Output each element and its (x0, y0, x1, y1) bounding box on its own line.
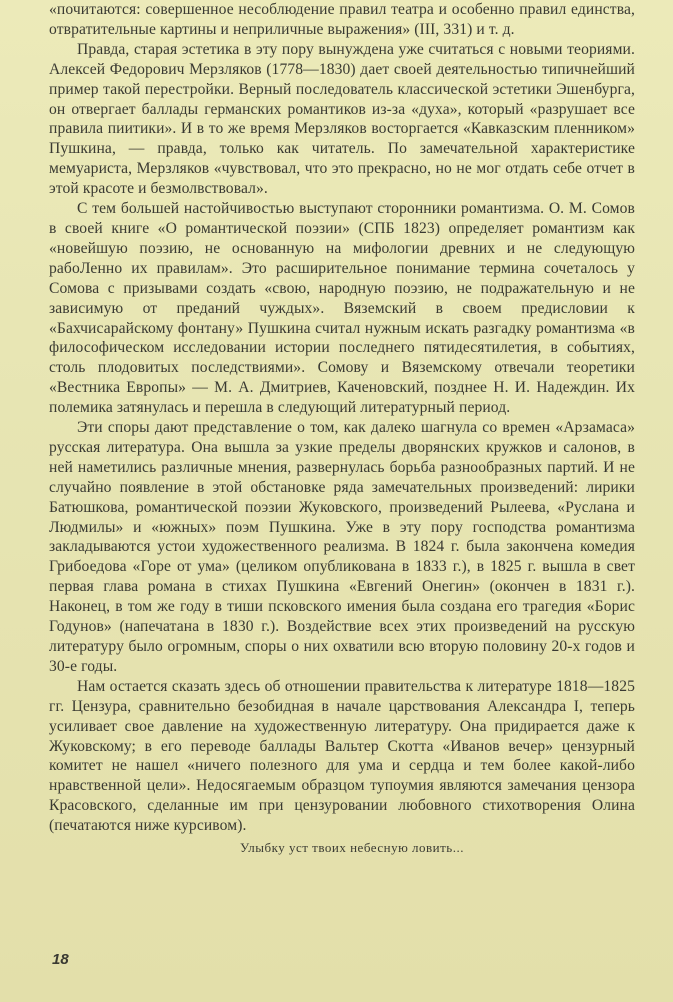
paragraph-romanticism: С тем большей настойчивостью выступают сторонники романтизма. О. М. Сомов в своей книге «О романтической поэзии» (СПБ 1823) определяет романтизм как «новейшую поэзию, не основанную на мифологии древних и не следующую рабоЛенно их правилам». Это расширительное понимание термина сочеталось у Сомова с призывами создать «свою, народную поэзию, не подражательную и не зависимую от преданий чуждых». Вяземский в своем предисловии к «Бахчисарайскому фонтану» Пушкина считал нужным искать разгадку романтизма «в философическом исследовании истории последнего пятидесятилетия, в событиях, столь плодовитых последствиями». Сомову и Вяземскому отвечали теоретики «Вестника Европы» — М. А. Дмитриев, Каченовский, позднее Н. И. Надеждин. Их полемика затянулась и перешла в следующий литературный период. (49, 200, 635, 417)
paragraph-censorship: Нам остается сказать здесь об отношении правительства к литературе 1818—1825 гг. Цензура, сравнительно безобидная в начале царствования Александра I, теперь усиливает свое давление на художественную литературу. Она придирается даже к Жуковскому; в его переводе баллады Вальтер Скотта «Иванов вечер» цензурный комитет не нашел «ничего полезного для ума и сердца и тем более какой-либо нравственной цели». Недосягаемым образцом тупоумия являются замечания цензора Красовского, сделанные им при цензуровании любовного стихотворения Олина (печатаются ниже курсивом). (49, 677, 635, 835)
page-number: 18 (52, 951, 69, 968)
paragraph-continuation: «почитаются: совершенное несоблюдение правил театра и особенно правил единства, отвратительные картины и неприличные выражения» (III, 331) и т. д. (49, 1, 635, 38)
paragraph-merzlyakov: Правда, старая эстетика в эту пору вынуждена уже считаться с новыми теориями. Алексей Федорович Мерзляков (1778—1830) дает своей деятельностью типичнейший пример такой перестройки. Верный последователь классической эстетики Эшенбурга, он отвергает баллады германских романтиков из-за «духа», который «разрушает все правила пиитики». И в то же время Мерзляков восторгается «Кавказским пленником» Пушкина, — правда, только как читатель. По замечательной характеристике мемуариста, Мерзляков «чувствовал, что это прекрасно, но не мог отдать себе отчет в этой красоте и безмолвствовал». (49, 40, 635, 198)
book-page (49, 0, 635, 858)
verse-quote: Улыбку уст твоих небесную ловить... (240, 840, 464, 856)
paragraph-literature-debates: Эти споры дают представление о том, как далеко шагнула со времен «Арзамаса» русская литература. Она вышла за узкие пределы дворянских кружков и салонов, в ней наметились различные мнения, развернулась борьба разнообразных партий. И не случайно появление в этой обстановке ряда замечательных произведений: лирики Батюшкова, романтической поэзии Жуковского, произведений Рылеева, «Руслана и Людмилы» и «южных» поэм Пушкина. Уже в эту пору господства романтизма закладываются устои художественного реализма. В 1824 г. была закончена комедия Грибоедова «Горе от ума» (целиком опубликована в 1833 г.), в 1825 г. вышла в свет первая глава романа в стихах Пушкина «Евгений Онегин» (окончен в 1831 г.). Наконец, в том же году в тиши псковского имения была создана его трагедия «Борис Годунов» (напечатана в 1830 г.). Воздействие всех этих произведений на русскую литературу было огромным, споры о них охватили всю вторую половину 20-х годов и 30-е годы. (49, 419, 635, 675)
